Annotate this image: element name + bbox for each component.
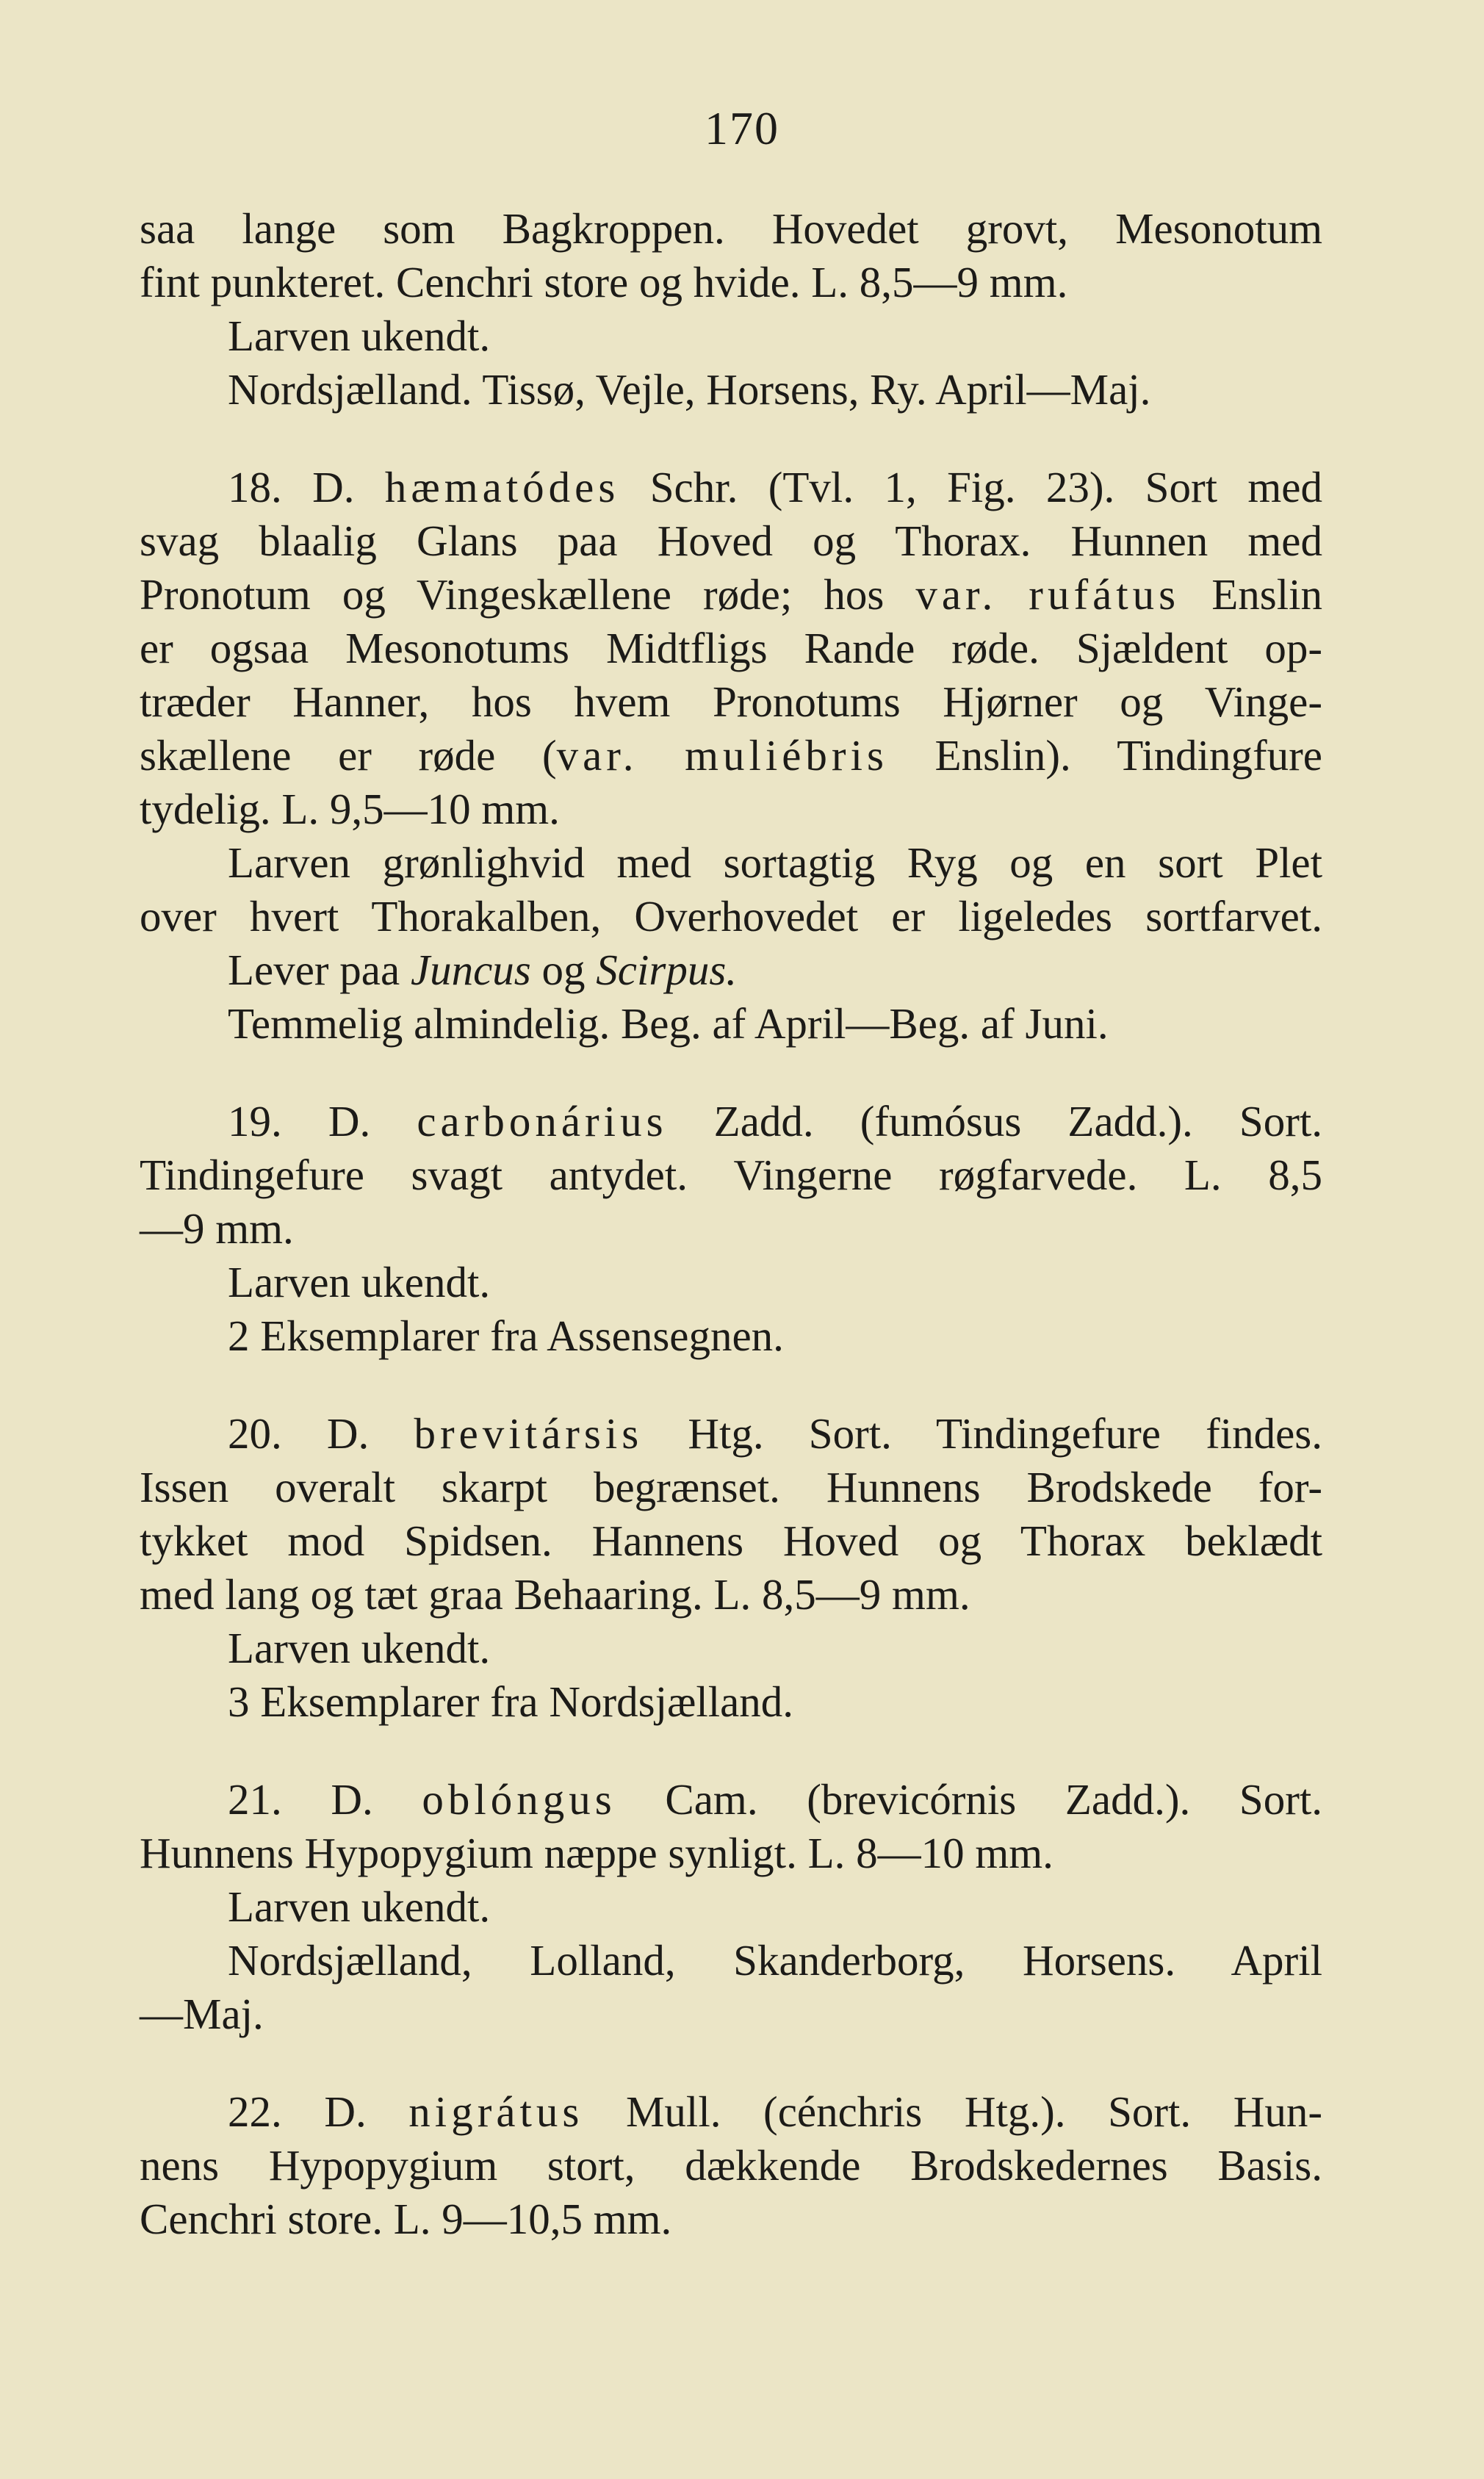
larva-note: Larven ukendt. — [228, 1624, 491, 1672]
plant-name: Juncus — [410, 946, 531, 994]
text-line: Issen overalt skarpt begrænset. Hunnens Brodskede for- — [140, 1463, 1322, 1511]
variety-name: rufátus — [1029, 570, 1181, 619]
text-line: Cenchri store. L. 9—10,5 mm. — [140, 2195, 672, 2243]
species-name: oblóngus — [422, 1775, 616, 1824]
text-segment: (Tvl. 1, Fig. 23). Sort med — [738, 463, 1322, 511]
text-line: Hunnens Hypopygium næppe synligt. L. 8—10 mm. — [140, 1829, 1053, 1877]
text-line: med lang og tæt graa Behaaring. L. 8,5—9 mm. — [140, 1570, 970, 1619]
text-line: saa lange som Bagkroppen. Hovedet grovt, Mesonotum — [140, 204, 1322, 253]
variety-name: muliébris — [685, 731, 888, 780]
variety-author: Enslin — [1180, 570, 1323, 619]
text-segment: Zadd. (fumósus Zadd.). Sort. — [667, 1097, 1323, 1145]
spacer — [140, 417, 1322, 461]
species-author: Schr. — [649, 463, 738, 511]
text-line: Tindingefure svagt antydet. Vingerne røgfarvede. L. 8,5 — [140, 1151, 1322, 1199]
entry-number: 19. D. — [228, 1097, 371, 1145]
text-line: nens Hypopygium stort, dækkende Brodskedernes Basis. — [140, 2141, 1322, 2190]
text-line: tykket mod Spidsen. Hannens Hoved og Thorax beklædt — [140, 1516, 1322, 1565]
text-line: er ogsaa Mesonotums Midtfligs Rande røde. Sjældent op- — [140, 624, 1322, 672]
text-line: fint punkteret. Cenchri store og hvide. L. 8,5—9 mm. — [140, 258, 1068, 306]
variety-label: var. — [556, 731, 638, 780]
variety-author: Enslin). Tindingfure — [887, 731, 1322, 780]
text-segment: Pronotum og Vingeskællene røde; hos — [140, 570, 916, 619]
variety-label: var. — [915, 570, 998, 619]
entry-heading — [140, 1095, 1322, 1148]
species-name: brevitársis — [414, 1409, 644, 1458]
text-segment: skællene er røde ( — [140, 731, 557, 780]
entry-heading — [140, 2085, 1322, 2139]
text-line: svag blaalig Glans paa Hoved og Thorax. Hunnen med — [140, 517, 1322, 565]
text-segment: Lever paa — [228, 946, 411, 994]
species-name: carbonárius — [417, 1097, 668, 1145]
larva-note: Larven ukendt. — [228, 312, 491, 360]
species-entry-21 — [140, 1773, 1322, 2041]
species-entry-19 — [140, 1095, 1322, 1363]
entry-heading — [140, 1773, 1322, 1827]
distribution-note: Nordsjælland, Lolland, Skanderborg, Horsens. April — [228, 1936, 1322, 1985]
species-entry-18 — [140, 461, 1322, 1051]
species-name: nigrátus — [408, 2087, 584, 2136]
entry-number: 21. D. — [228, 1775, 373, 1824]
page-body — [140, 202, 1322, 2246]
larva-note: Larven ukendt. — [228, 1258, 491, 1306]
larva-note — [140, 943, 1322, 997]
text-segment: og — [530, 946, 597, 994]
distribution-note: 2 Eksemplarer fra Assensegnen. — [228, 1312, 784, 1360]
species-name: hæmatódes — [384, 463, 620, 511]
entry-heading — [140, 1407, 1322, 1461]
spacer — [140, 1729, 1322, 1773]
distribution-note: 3 Eksemplarer fra Nordsjælland. — [228, 1677, 794, 1726]
entry-number: 20. D. — [228, 1409, 370, 1458]
text-line: —9 mm. — [140, 1204, 294, 1253]
text-line — [140, 729, 1322, 782]
text-segment: Cam. (brevicórnis Zadd.). Sort. — [616, 1775, 1323, 1824]
entry-number: 18. D. — [228, 463, 355, 511]
text-segment: Mull. (cénchris Htg.). Sort. Hun- — [583, 2087, 1323, 2136]
distribution-note: Temmelig almindelig. Beg. af April—Beg. af Juni. — [228, 999, 1109, 1048]
larva-note: over hvert Thorakalben, Overhovedet er ligeledes sortfarvet. — [140, 892, 1322, 940]
entry-continuation — [140, 202, 1322, 417]
distribution-note: Nordsjælland. Tissø, Vejle, Horsens, Ry. April—Maj. — [228, 365, 1151, 414]
species-entry-20 — [140, 1407, 1322, 1729]
larva-note: Larven ukendt. — [228, 1882, 491, 1931]
text-line: træder Hanner, hos hvem Pronotums Hjørner og Vinge- — [140, 677, 1322, 726]
entry-heading — [140, 461, 1322, 514]
text-segment: Htg. Sort. Tindingefure findes. — [643, 1409, 1323, 1458]
spacer — [140, 1363, 1322, 1407]
text-line: tydelig. L. 9,5—10 mm. — [140, 785, 560, 833]
larva-note: Larven grønlighvid med sortagtig Ryg og en sort Plet — [228, 838, 1322, 887]
plant-name: Scirpus. — [596, 946, 738, 994]
text-line — [140, 568, 1322, 622]
entry-number: 22. D. — [228, 2087, 367, 2136]
spacer — [140, 1051, 1322, 1095]
distribution-note: —Maj. — [140, 1990, 264, 2038]
species-entry-22 — [140, 2085, 1322, 2246]
page-number: 170 — [705, 102, 779, 154]
spacer — [140, 2041, 1322, 2085]
